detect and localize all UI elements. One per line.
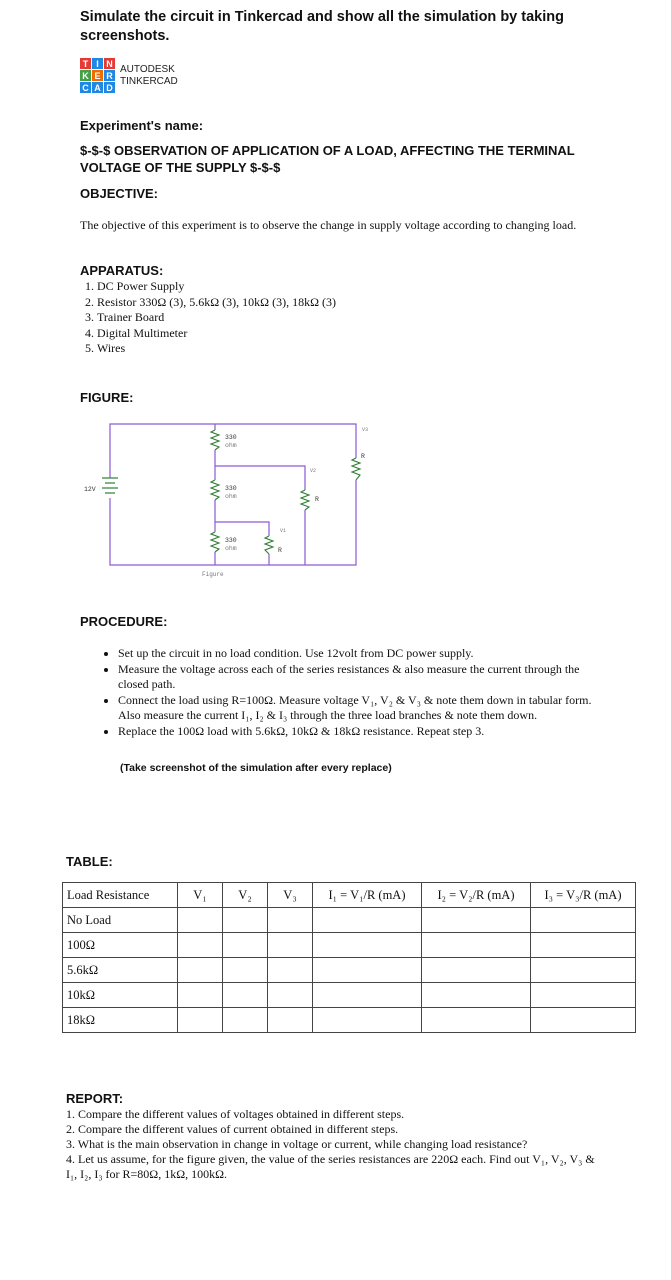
resistor-icon <box>211 430 219 450</box>
report-label: REPORT: <box>66 1091 124 1106</box>
logo-letter: R <box>104 70 115 81</box>
report-list <box>66 1107 606 1182</box>
table-row <box>63 1008 636 1033</box>
procedure-list <box>100 646 613 740</box>
resistor-icon <box>265 536 273 554</box>
v1-label: V1 <box>280 528 287 534</box>
series-resistor-unit: ohm <box>225 442 237 449</box>
v2-label: V2 <box>310 468 317 474</box>
apparatus-item: 5. Wires <box>97 341 336 357</box>
column-header: I₃ = V₃/R (mA) <box>531 883 636 908</box>
procedure-step: • Replace the 100Ω load with 5.6kΩ, 10kΩ & 18kΩ resistance. Repeat step 3. <box>118 724 613 739</box>
row-label: 100Ω <box>63 933 178 958</box>
series-resistor-unit: ohm <box>225 493 237 500</box>
logo-letter: K <box>80 70 91 81</box>
objective-label: OBJECTIVE: <box>80 186 159 201</box>
battery-icon <box>102 478 118 493</box>
procedure-label: PROCEDURE: <box>80 614 168 629</box>
logo-letter: N <box>104 58 115 69</box>
report-item: 1. Compare the different values of voltages obtained in different steps. <box>66 1107 405 1121</box>
logo-line-tinkercad: TINKERCAD <box>120 76 178 87</box>
column-header: I₂ = V₂/R (mA) <box>422 883 531 908</box>
logo-letter: E <box>92 70 103 81</box>
report-item: 2. Compare the different values of current obtained in different steps. <box>66 1122 399 1136</box>
series-resistor-value: 330 <box>225 537 237 544</box>
row-label: 5.6kΩ <box>63 958 178 983</box>
logo-letter: I <box>92 58 103 69</box>
resistor-icon <box>211 480 219 500</box>
column-header: V₃ <box>268 883 313 908</box>
v3-label: V3 <box>362 427 369 433</box>
column-header: Load Resistance <box>63 883 178 908</box>
series-resistor-value: 330 <box>225 434 237 441</box>
table-header-row <box>63 883 636 908</box>
logo-letter: A <box>92 82 103 93</box>
report-item: 4. Let us assume, for the figure given, the value of the series resistances are 220Ω each. Find out V₁, V₂, V₃ & I₁, I₂, I₃ for R=80Ω, 1kΩ, 100kΩ. <box>66 1152 595 1181</box>
load-label: R <box>278 547 282 554</box>
apparatus-item: 1. DC Power Supply <box>97 279 336 295</box>
apparatus-item: 3. Trainer Board <box>97 310 336 326</box>
series-resistor-value: 330 <box>225 485 237 492</box>
wire-bottom <box>110 498 305 565</box>
logo-letter: C <box>80 82 91 93</box>
table-row <box>63 908 636 933</box>
circuit-diagram <box>70 418 390 588</box>
wire-top <box>110 424 356 478</box>
table-row <box>63 983 636 1008</box>
figure-caption: Figure <box>202 571 224 578</box>
logo-letter: D <box>104 82 115 93</box>
table-label: TABLE: <box>66 854 113 869</box>
apparatus-list <box>80 279 336 357</box>
page-title: Simulate the circuit in Tinkercad and show all the simulation by taking screenshots. <box>80 9 564 44</box>
column-header: I₁ = V₁/R (mA) <box>313 883 422 908</box>
resistor-icon <box>301 490 309 510</box>
table-row <box>63 958 636 983</box>
procedure-note: (Take screenshot of the simulation after every replace) <box>120 762 392 774</box>
column-header: V₂ <box>223 883 268 908</box>
row-label: 10kΩ <box>63 983 178 1008</box>
procedure-step: • Measure the voltage across each of the series resistances & also measure the current through the closed path. <box>118 662 613 692</box>
load-label: R <box>315 496 319 503</box>
figure-label: FIGURE: <box>80 390 134 405</box>
load-label: R <box>361 453 365 460</box>
row-label: No Load <box>63 908 178 933</box>
apparatus-label: APPARATUS: <box>80 263 164 278</box>
resistor-icon <box>352 458 360 480</box>
column-header: V₁ <box>178 883 223 908</box>
procedure-step: • Set up the circuit in no load condition. Use 12volt from DC power supply. <box>118 646 613 661</box>
logo-letter: T <box>80 58 91 69</box>
logo-text <box>120 64 178 88</box>
objective-text: The objective of this experiment is to observe the change in supply voltage according to changing load. <box>80 218 577 232</box>
series-resistor-unit: ohm <box>225 545 237 552</box>
row-label: 18kΩ <box>63 1008 178 1033</box>
experiment-label: Experiment's name: <box>80 118 204 133</box>
table-row <box>63 933 636 958</box>
results-table <box>62 882 636 1033</box>
apparatus-item: 4. Digital Multimeter <box>97 326 336 342</box>
procedure-step: • Connect the load using R=100Ω. Measure voltage V₁, V₂ & V₃ & note them down in tabular form. Also measure the current I₁, I₂ & I₃ through the three load branches & note them down. <box>118 693 613 723</box>
apparatus-item: 2. Resistor 330Ω (3), 5.6kΩ (3), 10kΩ (3), 18kΩ (3) <box>97 295 336 311</box>
resistor-icon <box>211 532 219 552</box>
experiment-name: $-$-$ OBSERVATION OF APPLICATION OF A LOAD, AFFECTING THE TERMINAL VOLTAGE OF THE SUPPLY $-$-$ <box>80 143 575 175</box>
logo-line-autodesk: AUTODESK <box>120 64 175 75</box>
supply-label: 12V <box>84 486 96 493</box>
report-item: 3. What is the main observation in change in voltage or current, while changing load resistance? <box>66 1137 528 1151</box>
